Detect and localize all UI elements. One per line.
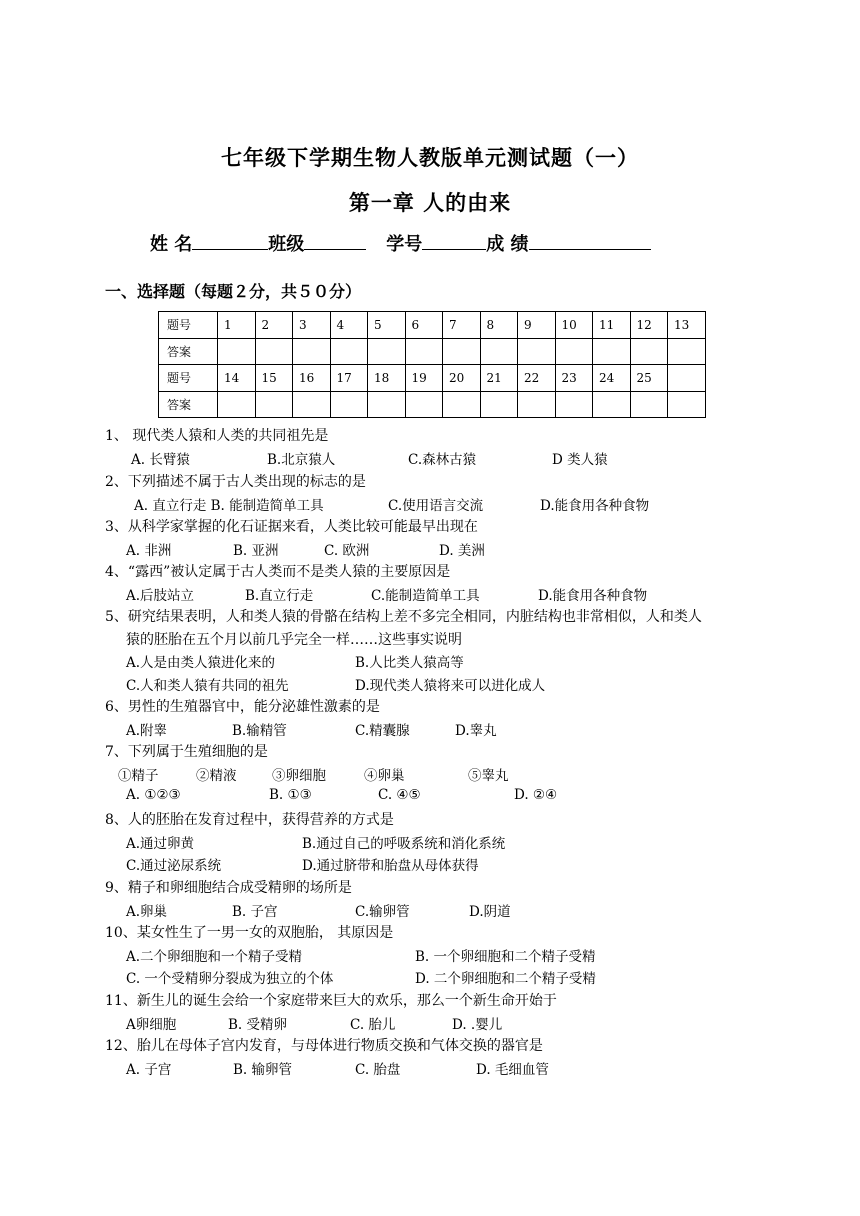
id-label: 学号 <box>386 234 423 255</box>
answer-cell[interactable] <box>555 391 593 418</box>
option[interactable]: D.能食用各种食物 <box>538 588 648 604</box>
answer-cell[interactable] <box>480 391 518 418</box>
option[interactable]: A.后肢站立 <box>126 588 195 604</box>
option[interactable]: A. 子宫 <box>126 1062 172 1078</box>
student-info <box>150 230 651 256</box>
option[interactable]: B. 输卵管 <box>233 1062 293 1078</box>
option[interactable]: B. 受精卵 <box>228 1017 288 1033</box>
question-number: 13 <box>668 312 706 339</box>
question-number: 6 <box>405 312 443 339</box>
class-blank[interactable] <box>304 231 366 250</box>
option[interactable]: B.输精管 <box>232 723 287 739</box>
answer-cell[interactable] <box>255 338 293 365</box>
question-stem: 4、“露西”被认定属于古人类而不是类人猿的主要原因是 <box>105 564 451 580</box>
option[interactable]: B. 子宫 <box>232 904 278 920</box>
option[interactable]: A. ①②③ <box>126 787 181 803</box>
question-number: 1 <box>218 312 256 339</box>
chapter-subtitle: 第一章 人的由来 <box>348 190 512 215</box>
question-stem: 12、胎儿在母体子宫内发育，与母体进行物质交换和气体交换的器官是 <box>105 1038 543 1054</box>
option[interactable]: B. 亚洲 <box>233 543 279 559</box>
question-number: 3 <box>293 312 331 339</box>
answer-cell[interactable] <box>293 338 331 365</box>
option[interactable]: A.二个卵细胞和一个精子受精 <box>126 949 303 965</box>
option[interactable]: C. ④⑤ <box>378 787 421 803</box>
item: ④卵巢 <box>364 768 405 784</box>
answer-cell[interactable] <box>368 391 406 418</box>
answer-cell[interactable] <box>405 391 443 418</box>
option[interactable]: C.精囊腺 <box>355 723 410 739</box>
table-row <box>159 312 706 339</box>
option[interactable]: D.睾丸 <box>455 723 497 739</box>
question-number: 8 <box>480 312 518 339</box>
answer-cell[interactable] <box>405 338 443 365</box>
option[interactable]: D.能食用各种食物 <box>540 498 650 514</box>
answer-cell[interactable] <box>443 391 481 418</box>
answer-cell[interactable] <box>218 391 256 418</box>
question-number: 4 <box>330 312 368 339</box>
option[interactable]: C.使用语言交流 <box>388 498 484 514</box>
name-label: 姓 名 <box>150 234 193 255</box>
option[interactable]: C. 欧洲 <box>324 543 370 559</box>
option[interactable]: A.附睾 <box>126 723 168 739</box>
question-number: 25 <box>630 365 668 392</box>
option[interactable]: A. 直立行走 B. 能制造简单工具 <box>134 498 324 514</box>
option[interactable]: C.森林古猿 <box>408 452 477 468</box>
question-number: 24 <box>593 365 631 392</box>
answer-cell[interactable] <box>593 338 631 365</box>
question-number: 18 <box>368 365 406 392</box>
question-stem: 7、下列属于生殖细胞的是 <box>105 744 268 760</box>
question-stem: 10、某女性生了一男一女的双胞胎， 其原因是 <box>105 925 394 941</box>
table-row <box>159 338 706 365</box>
question-number: 15 <box>255 365 293 392</box>
option[interactable]: C. 胎盘 <box>355 1062 401 1078</box>
answer-cell[interactable] <box>630 391 668 418</box>
question-number: 14 <box>218 365 256 392</box>
question-number: 22 <box>518 365 556 392</box>
question-stem: 1、 现代类人猿和人类的共同祖先是 <box>105 428 329 444</box>
question-stem: 5、研究结果表明，人和类人猿的骨骼在结构上差不多完全相同，内脏结构也非常相似，人和类人 <box>105 609 702 625</box>
answer-cell[interactable] <box>555 338 593 365</box>
option[interactable]: D. .婴儿 <box>452 1017 503 1033</box>
question-stem: 2、下列描述不属于古人类出现的标志的是 <box>105 474 366 490</box>
question-number: 16 <box>293 365 331 392</box>
option[interactable]: A.卵巢 <box>126 904 168 920</box>
option[interactable]: D.通过脐带和胎盘从母体获得 <box>302 858 479 874</box>
question-number: 17 <box>330 365 368 392</box>
question-stem: 3、从科学家掌握的化石证据来看，人类比较可能最早出现在 <box>105 519 478 535</box>
answer-cell[interactable] <box>368 338 406 365</box>
option[interactable]: C.能制造简单工具 <box>371 588 480 604</box>
answer-cell[interactable] <box>293 391 331 418</box>
class-label: 班级 <box>268 234 305 255</box>
question-number: 5 <box>368 312 406 339</box>
question-number: 19 <box>405 365 443 392</box>
question-number: 9 <box>518 312 556 339</box>
item: ①精子 <box>118 768 159 784</box>
option[interactable]: C. 胎儿 <box>350 1017 396 1033</box>
option[interactable]: A. 非洲 <box>126 543 172 559</box>
option[interactable]: A. 长臂猿 <box>131 452 190 468</box>
id-blank[interactable] <box>422 231 486 250</box>
answer-cell[interactable] <box>330 338 368 365</box>
option[interactable]: A.通过卵黄 <box>126 836 195 852</box>
item: ⑤睾丸 <box>468 768 509 784</box>
question-number: 21 <box>480 365 518 392</box>
question-number: 10 <box>555 312 593 339</box>
item: ②精液 <box>196 768 237 784</box>
option[interactable]: D. 美洲 <box>439 543 485 559</box>
question-number: 12 <box>630 312 668 339</box>
option[interactable]: C.输卵管 <box>355 904 410 920</box>
question-stem: 8、人的胚胎在发育过程中，获得营养的方式是 <box>105 812 394 828</box>
question-number: 2 <box>255 312 293 339</box>
row-label: 答案 <box>159 338 218 365</box>
option[interactable]: D. 毛细血管 <box>476 1062 549 1078</box>
option[interactable]: D. ②④ <box>514 787 558 803</box>
question-number: 23 <box>555 365 593 392</box>
section-title: 一、选择题（每题２分，共５０分） <box>105 282 362 301</box>
option[interactable]: B.通过自己的呼吸系统和消化系统 <box>302 836 506 852</box>
option[interactable]: B.人比类人猿高等 <box>355 655 464 671</box>
score-blank[interactable] <box>529 231 651 250</box>
option[interactable]: A卵细胞 <box>126 1017 177 1033</box>
option[interactable]: D 类人猿 <box>552 452 608 468</box>
answer-cell[interactable] <box>630 338 668 365</box>
name-blank[interactable] <box>192 231 268 250</box>
score-label: 成 绩 <box>486 234 529 255</box>
answer-table <box>158 311 706 418</box>
option[interactable]: B.北京猿人 <box>267 452 336 468</box>
option[interactable]: B. 一个卵细胞和二个精子受精 <box>415 949 596 965</box>
answer-cell[interactable] <box>443 338 481 365</box>
answer-cell[interactable] <box>593 391 631 418</box>
row-label: 题号 <box>159 312 218 339</box>
answer-cell[interactable] <box>668 338 706 365</box>
option[interactable]: C.通过泌尿系统 <box>126 858 222 874</box>
question-number <box>668 365 706 392</box>
question-stem: 11、新生儿的诞生会给一个家庭带来巨大的欢乐，那么一个新生命开始于 <box>105 993 557 1009</box>
answer-cell[interactable] <box>255 391 293 418</box>
question-stem: 6、男性的生殖器官中，能分泌雄性激素的是 <box>105 699 380 715</box>
question-number: 7 <box>443 312 481 339</box>
option[interactable]: C. 一个受精卵分裂成为独立的个体 <box>126 971 334 987</box>
option[interactable]: D.阴道 <box>469 904 511 920</box>
question-stem-continued: 猿的胚胎在五个月以前几乎完全一样……这些事实说明 <box>126 632 462 648</box>
option[interactable]: A.人是由类人猿进化来的 <box>126 655 276 671</box>
row-label: 答案 <box>159 391 218 418</box>
table-row <box>159 365 706 392</box>
question-number: 11 <box>593 312 631 339</box>
option[interactable]: D. 二个卵细胞和二个精子受精 <box>415 971 596 987</box>
option[interactable]: B.直立行走 <box>245 588 314 604</box>
answer-cell[interactable] <box>668 391 706 418</box>
table-row <box>159 391 706 418</box>
answer-cell[interactable] <box>480 338 518 365</box>
option[interactable]: B. ①③ <box>269 787 312 803</box>
answer-cell[interactable] <box>218 338 256 365</box>
answer-cell[interactable] <box>518 338 556 365</box>
row-label: 题号 <box>159 365 218 392</box>
option[interactable]: C.人和类人猿有共同的祖先 <box>126 678 289 694</box>
option[interactable]: D.现代类人猿将来可以进化成人 <box>355 678 546 694</box>
exam-title: 七年级下学期生物人教版单元测试题（一） <box>221 145 639 170</box>
answer-cell[interactable] <box>518 391 556 418</box>
question-stem: 9、精子和卵细胞结合成受精卵的场所是 <box>105 880 352 896</box>
question-number: 20 <box>443 365 481 392</box>
item: ③卵细胞 <box>272 768 326 784</box>
answer-cell[interactable] <box>330 391 368 418</box>
